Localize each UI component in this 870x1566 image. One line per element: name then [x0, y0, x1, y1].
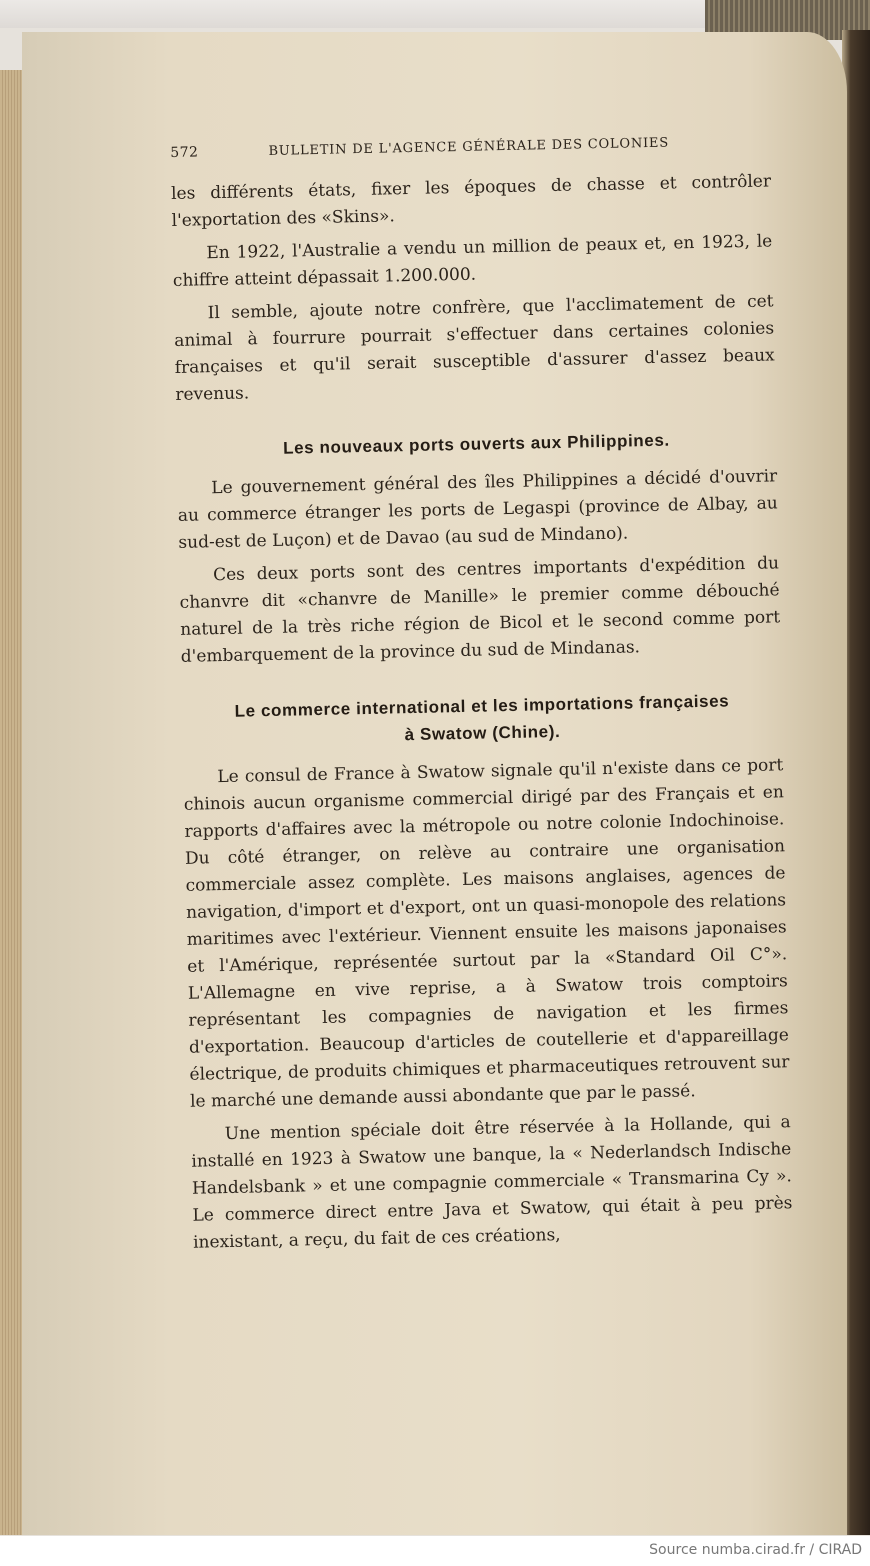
philippines-paragraph-1: Le gouvernement général des îles Philippines a décidé d'ouvrir au commerce étranger les ports de Legaspi (province de Albay, au sud-est de Luçon) et de Davao (au sud de Mindano). [177, 466, 778, 553]
section-heading-swatow-line-1: Le commerce international et les importations françaises [234, 691, 730, 721]
swatow-paragraph-2: Une mention spéciale doit être réservée à la Hollande, qui a installé en 1923 à Swatow une banque, la « Nederlandsch Indische Handelsbank » et une compagnie commerciale « Transmarina Cy ». Le commerce direct entre Java et Swatow, qui était à peu près inexistant, a reçu, du fait de ces créations, [191, 1112, 793, 1253]
running-title: BULLETIN DE L'AGENCE GÉNÉRALE DES COLONIES [268, 135, 670, 159]
intro-paragraph-2: En 1922, l'Australie a vendu un million de peaux et, en 1923, le chiffre atteint dépassait 1.200.000. [172, 231, 773, 291]
section-heading-swatow-line-2: à Swatow (Chine). [404, 721, 561, 745]
intro-paragraph-3: Il semble, ajoute notre confrère, que l'acclimatement de cet animal à fourrure pourrait s'effectuer dans certaines colonies françaises et qu'il serait susceptible d'assurer d'assez beaux revenus. [174, 291, 775, 405]
philippines-paragraph-2: Ces deux ports sont des centres importants d'expédition du chanvre dit «chanvre de Manille» le premier comme débouché naturel de la très riche région de Bicol et le second comme port d'embarquement de la province du sud de Mindanas. [179, 553, 781, 667]
book-page-edges [0, 70, 24, 1535]
source-footer [0, 1536, 870, 1566]
swatow-paragraph-1: Le consul de France à Swatow signale qu'il n'existe dans ce port chinois aucun organisme commercial dirigé par des Français et en rapports d'affaires avec la métropole ou notre colonie Indochinoise. Du côté étranger, on relève au contraire une organisation commerciale assez complète. Les maisons anglaises, agences de navigation, d'import et d'export, ont un quasi-monopole des relations maritimes avec l'extérieur. Viennent ensuite les maisons japonaises et l'Amérique, représentée surtout par la «Standard Oil C°». L'Allemagne en vive reprise, a à Swatow trois comptoirs représentant les compagnies de navigation et les firmes d'exportation. Beaucoup d'articles de coutellerie et d'appareillage électrique, de produits chimiques et pharmaceutiques retrouvent sur le marché une demande aussi abondante que par le passé. [183, 755, 790, 1112]
source-credit: Source numba.cirad.fr / CIRAD [649, 1542, 862, 1558]
section-heading-swatow [182, 686, 783, 753]
intro-paragraph-1: les différents états, fixer les époques de chasse et contrôler l'exportation des «Skins». [170, 171, 772, 231]
page-content [170, 127, 793, 1262]
page-number: 572 [170, 144, 199, 161]
section-heading-philippines: Les nouveaux ports ouverts aux Philippines. [282, 430, 670, 458]
